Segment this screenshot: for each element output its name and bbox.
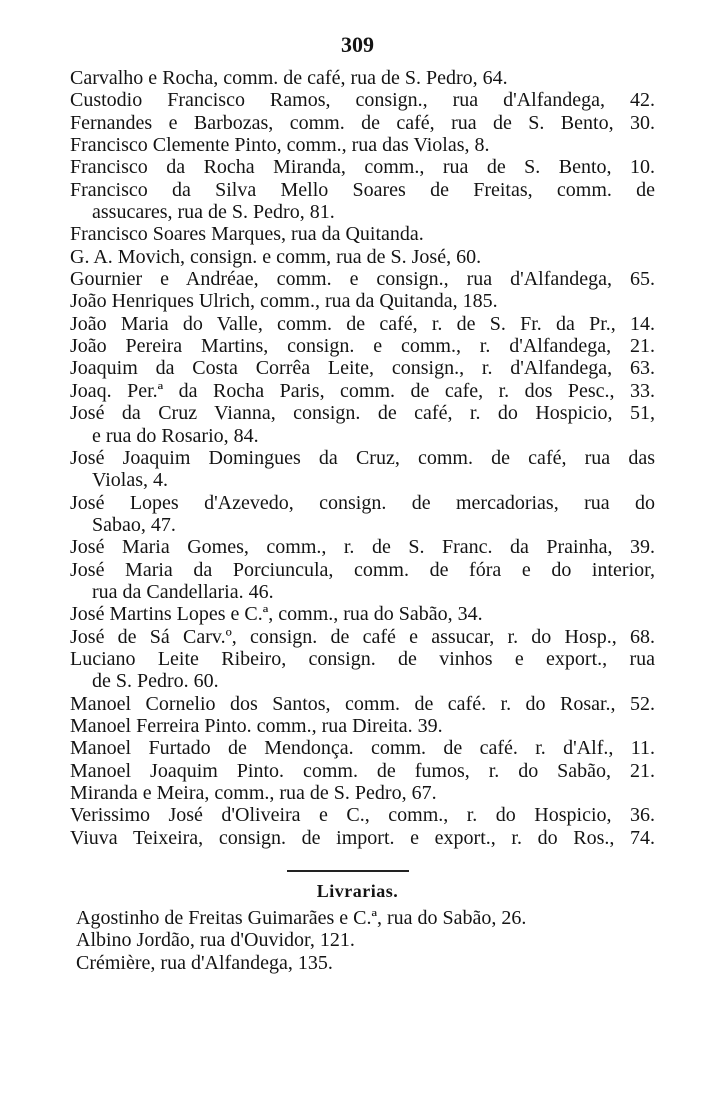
list-entry	[70, 603, 655, 625]
list-entry	[70, 134, 655, 156]
list-entry	[70, 67, 655, 89]
merchant-list	[70, 67, 655, 849]
list-entry	[70, 156, 655, 178]
list-entry	[70, 737, 655, 759]
entry-continuation-line: rua da Candellaria. 46.	[92, 580, 274, 603]
list-entry	[76, 952, 661, 974]
list-entry	[70, 380, 655, 402]
list-entry	[70, 335, 655, 357]
list-entry	[70, 447, 655, 492]
list-entry	[70, 648, 655, 693]
list-entry	[70, 246, 655, 268]
entry-line: José Maria da Porciuncula, comm. de fóra e do interior,	[70, 558, 655, 581]
entry-line: Agostinho de Freitas Guimarães e C.ª, rua do Sabão, 26.	[76, 907, 527, 929]
list-entry	[70, 179, 655, 224]
entry-line: José Lopes d'Azevedo, consign. de mercadorias, rua do	[70, 491, 655, 514]
list-entry	[70, 492, 655, 537]
entry-line: José da Cruz Vianna, consign. de café, r. do Hospicio, 51,	[70, 402, 655, 425]
list-entry	[70, 827, 655, 849]
entry-line: Manoel Furtado de Mendonça. comm. de café. r. d'Alf., 11.	[70, 737, 655, 760]
list-entry	[70, 782, 655, 804]
page-number: 309	[341, 32, 374, 57]
bookshop-list	[76, 907, 661, 974]
entry-line: João Pereira Martins, consign. e comm., r. d'Alfandega, 21.	[70, 335, 655, 358]
list-entry	[70, 89, 655, 111]
list-entry	[76, 929, 661, 951]
list-entry	[70, 559, 655, 604]
entry-line: Joaq. Per.ª da Rocha Paris, comm. de cafe, r. dos Pesc., 33.	[70, 379, 655, 402]
entry-line: José de Sá Carv.º, consign. de café e assucar, r. do Hosp., 68.	[70, 625, 655, 648]
entry-line: Francisco Soares Marques, rua da Quitanda.	[70, 223, 424, 246]
entry-line: Manoel Joaquim Pinto. comm. de fumos, r. do Sabão, 21.	[70, 759, 655, 782]
list-entry	[70, 268, 655, 290]
entry-line: Verissimo José d'Oliveira e C., comm., r. do Hospicio, 36.	[70, 804, 655, 827]
list-entry	[70, 715, 655, 737]
list-entry	[70, 693, 655, 715]
entry-line: João Maria do Valle, comm. de café, r. de S. Fr. da Pr., 14.	[70, 312, 655, 335]
entry-line: Fernandes e Barbozas, comm. de café, rua de S. Bento, 30.	[70, 111, 655, 134]
entry-line: Gournier e Andréae, comm. e consign., rua d'Alfandega, 65.	[70, 268, 655, 291]
entry-continuation-line: Violas, 4.	[92, 469, 169, 492]
list-entry	[70, 313, 655, 335]
entry-line: José Maria Gomes, comm., r. de S. Franc. da Prainha, 39.	[70, 536, 655, 559]
list-entry	[70, 112, 655, 134]
list-entry	[70, 626, 655, 648]
entry-line: Viuva Teixeira, consign. de import. e export., r. do Ros., 74.	[70, 826, 655, 849]
entry-line: G. A. Movich, consign. e comm, rua de S. José, 60.	[70, 245, 482, 268]
entry-line: José Joaquim Domingues da Cruz, comm. de café, rua das	[70, 446, 655, 469]
list-entry	[70, 760, 655, 782]
list-entry	[70, 223, 655, 245]
list-entry	[70, 804, 655, 826]
entry-line: Luciano Leite Ribeiro, consign. de vinhos e export., rua	[70, 647, 655, 670]
section-title: Livrarias.	[316, 881, 399, 901]
list-entry	[70, 536, 655, 558]
entry-line: Francisco Clemente Pinto, comm., rua das Violas, 8.	[70, 134, 490, 157]
entry-line: Custodio Francisco Ramos, consign., rua d'Alfandega, 42.	[70, 89, 655, 112]
list-entry	[70, 357, 655, 379]
entry-line: Crémière, rua d'Alfandega, 135.	[76, 951, 333, 974]
entry-line: Manoel Cornelio dos Santos, comm. de café. r. do Rosar., 52.	[70, 692, 655, 715]
entry-line: José Martins Lopes e C.ª, comm., rua do Sabão, 34.	[70, 603, 483, 626]
section-divider	[287, 870, 409, 872]
entry-line: Carvalho e Rocha, comm. de café, rua de S. Pedro, 64.	[70, 67, 508, 89]
entry-line: Manoel Ferreira Pinto. comm., rua Direita. 39.	[70, 714, 443, 737]
entry-continuation-line: Sabao, 47.	[92, 513, 176, 536]
entry-line: Joaquim da Costa Corrêa Leite, consign., r. d'Alfandega, 63.	[70, 357, 655, 380]
entry-continuation-line: de S. Pedro. 60.	[92, 670, 219, 693]
entry-line: Miranda e Meira, comm., rua de S. Pedro, 67.	[70, 782, 437, 804]
entry-line: Francisco da Rocha Miranda, comm., rua de S. Bento, 10.	[70, 156, 655, 179]
list-entry	[70, 402, 655, 447]
list-entry	[76, 907, 661, 929]
entry-line: Albino Jordão, rua d'Ouvidor, 121.	[76, 929, 355, 952]
entry-continuation-line: assucares, rua de S. Pedro, 81.	[92, 201, 335, 224]
entry-line: Francisco da Silva Mello Soares de Freitas, comm. de	[70, 178, 655, 201]
list-entry	[70, 290, 655, 312]
entry-continuation-line: e rua do Rosario, 84.	[92, 424, 259, 447]
entry-line: João Henriques Ulrich, comm., rua da Quitanda, 185.	[70, 290, 498, 313]
